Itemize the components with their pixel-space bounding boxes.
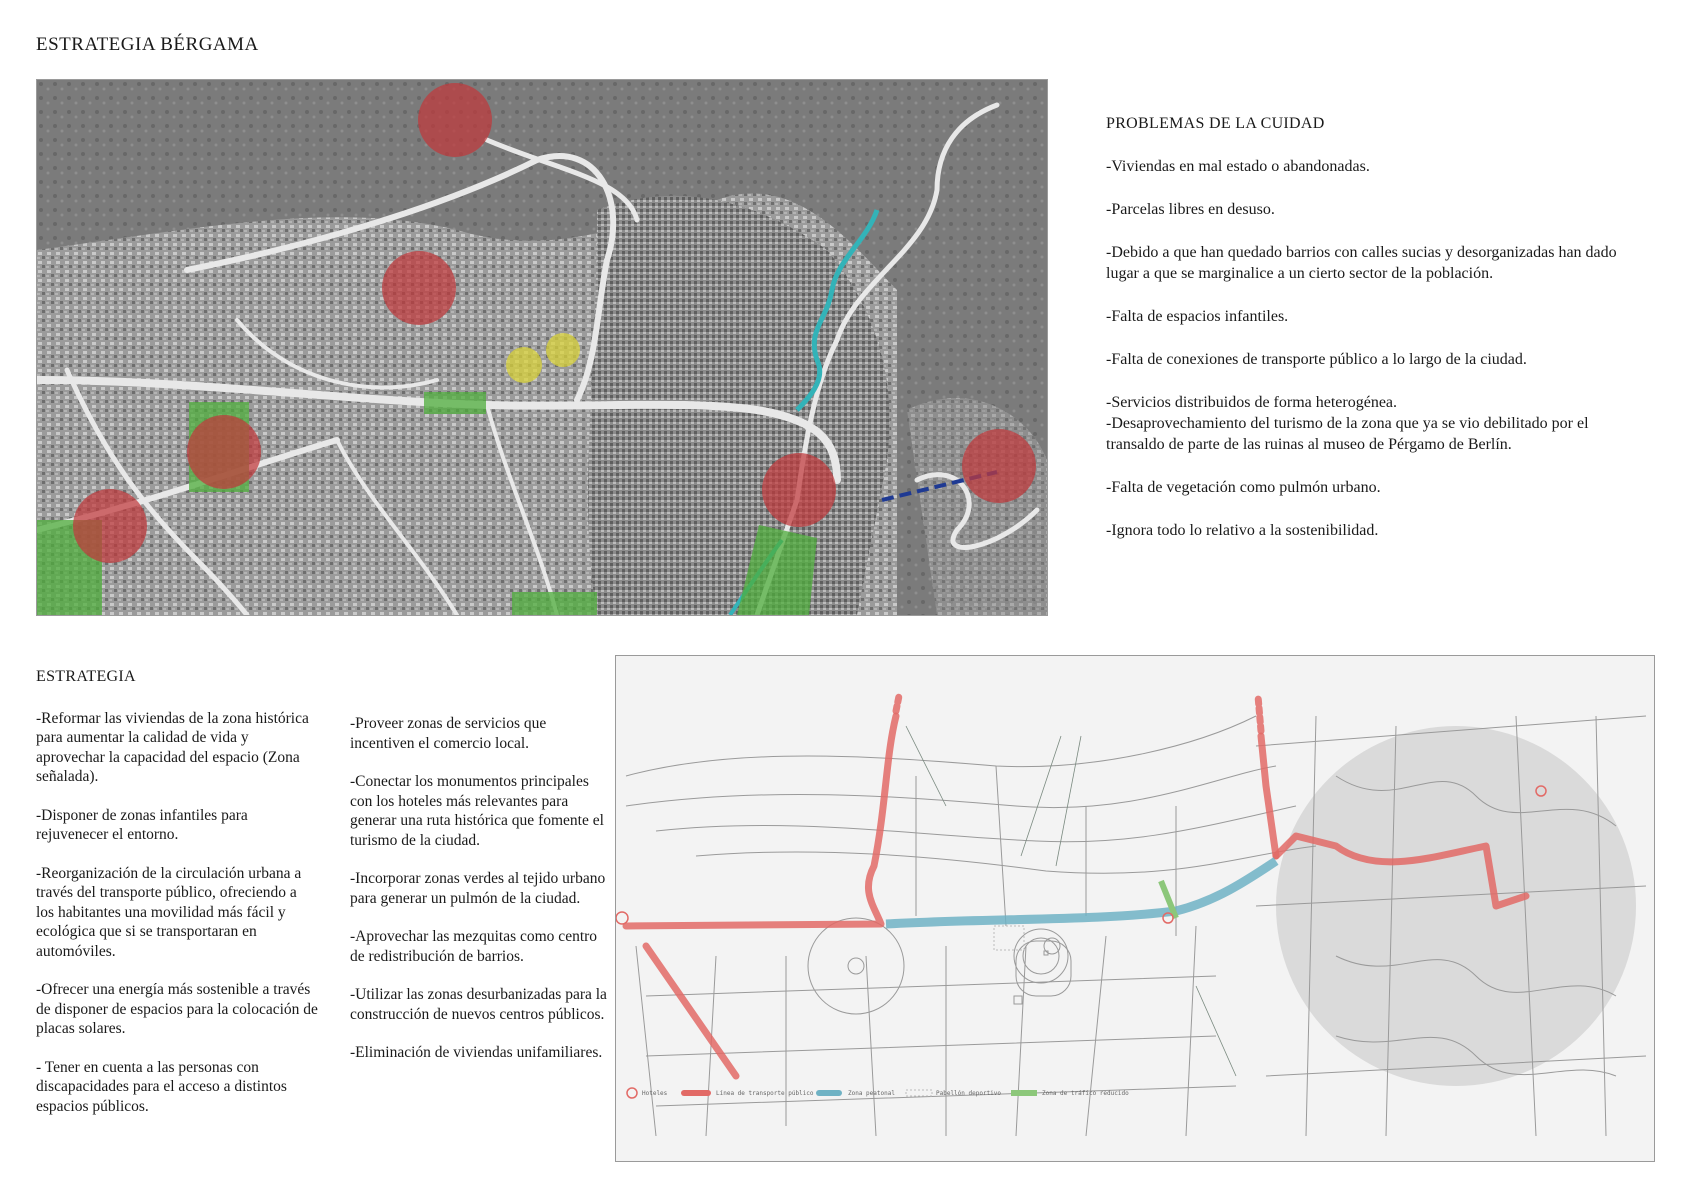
legend-hotels: Hoteles: [642, 1090, 668, 1097]
problem-item: -Parcelas libres en desuso.: [1106, 201, 1275, 218]
aerial-map: [36, 79, 1048, 616]
legend-reduced-traffic: Zona de tráfico reducido: [1042, 1090, 1129, 1097]
problem-item: -Desaprovechamiento del turismo de la zona que ya se vio debilitado por el transaldo de parte de las ruinas al museo de Pérgamo de Berlín.: [1106, 415, 1589, 453]
problems-heading: PROBLEMAS DE LA CUIDAD: [1106, 115, 1325, 132]
strategy-item: -Aprovechar las mezquitas como centro de redistribución de barrios.: [350, 928, 598, 965]
problem-item: -Ignora todo lo relativo a la sostenibilidad.: [1106, 522, 1379, 539]
problem-item: -Falta de espacios infantiles.: [1106, 308, 1289, 325]
strategy-item: -Incorporar zonas verdes al tejido urbano para generar un pulmón de la ciudad.: [350, 870, 606, 907]
strategy-item: -Disponer de zonas infantiles para rejuvenecer el entorno.: [36, 806, 248, 843]
strategy-heading: ESTRATEGIA: [36, 668, 136, 685]
strategy-item: -Reorganización de la circulación urbana a través del transporte público, ofreciendo a los habitantes una movilidad más fácil y ecológica que si se transportaran en automóviles.: [36, 864, 302, 960]
historic-zone-circle: [1276, 726, 1636, 1086]
problems-section: [1106, 113, 1646, 563]
strategy-column-1: [36, 667, 318, 1135]
problem-item: -Servicios distribuidos de forma heterogénea.: [1106, 394, 1398, 411]
strategy-item: -Reformar las viviendas de la zona histórica para aumentar la calidad de vida y aprovechar la capacidad del espacio (Zona señalada).: [36, 709, 309, 785]
problem-item: -Falta de conexiones de transporte público a lo largo de la ciudad.: [1106, 351, 1527, 368]
strategy-column-2: [350, 714, 608, 1082]
legend-transport: Línea de transporte público: [716, 1090, 814, 1097]
strategy-item: -Eliminación de viviendas unifamiliares.: [350, 1044, 603, 1061]
legend-sports: Pabellón deportivo: [936, 1090, 1002, 1097]
strategy-item: -Utilizar las zonas desurbanizadas para la construcción de nuevos centros públicos.: [350, 986, 607, 1023]
strategy-item: - Tener en cuenta a las personas con discapacidades para el acceso a distintos espacios públicos.: [36, 1058, 287, 1115]
problem-item: -Falta de vegetación como pulmón urbano.: [1106, 479, 1381, 496]
strategy-item: -Ofrecer una energía más sostenible a través de disponer de espacios para la colocación de placas solares.: [36, 981, 318, 1037]
problem-item: -Viviendas en mal estado o abandonadas.: [1106, 158, 1370, 175]
page-title: ESTRATEGIA BÉRGAMA: [36, 34, 259, 55]
problem-item: -Debido a que han quedado barrios con calles sucias y desorganizadas han dado lugar a que se marginalice a un cierto sector de la población.: [1106, 244, 1617, 282]
strategy-item: -Conectar los monumentos principales con los hoteles más relevantes para generar una ruta histórica que fomente el turismo de la ciudad.: [350, 773, 604, 849]
strategy-item: -Proveer zonas de servicios que incentiven el comercio local.: [350, 715, 547, 752]
sketch-map: [615, 655, 1655, 1162]
legend-pedestrian: Zona peatonal: [848, 1090, 895, 1097]
